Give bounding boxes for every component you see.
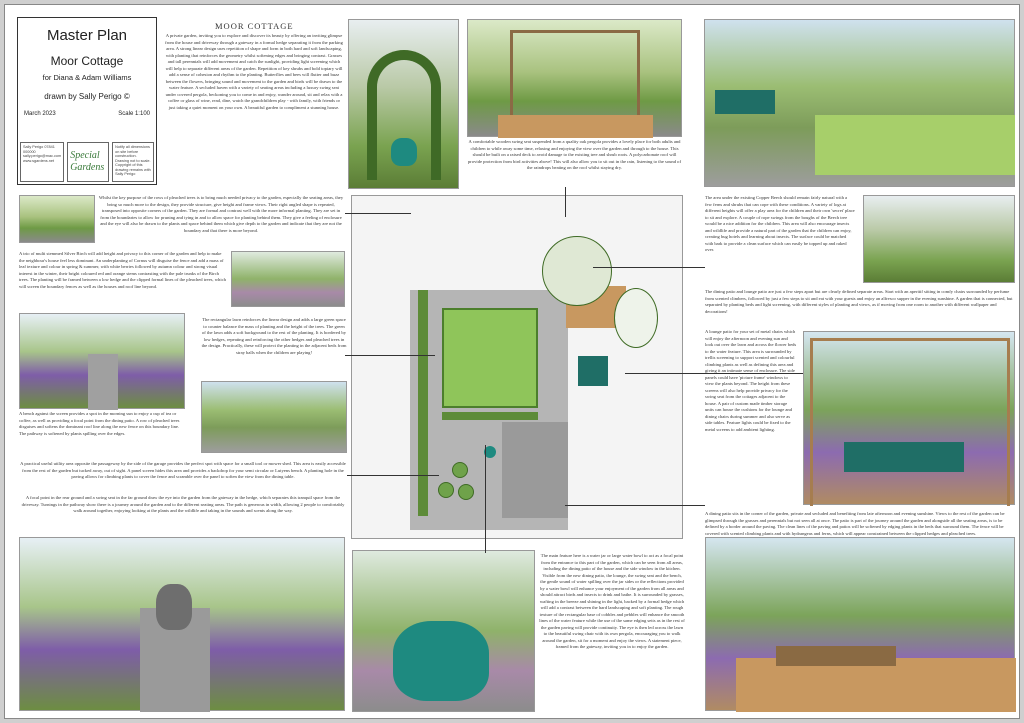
gateway-image (348, 19, 459, 189)
callout-line (485, 445, 486, 553)
water-feature-image (352, 550, 535, 712)
dining-table-graphic (776, 646, 896, 666)
urn-graphic (156, 584, 192, 630)
pleached-trees-image (19, 195, 95, 243)
sheet-title: MOOR COTTAGE (215, 21, 294, 31)
logo-strip (17, 139, 157, 185)
patio-text: A dining patio sits in the corner of the garden, private and secluded and benefiting from late afternoon and evening sunshine. Views to the rest of the garden can be glimpsed through the grasses and perennials but not seen all at once. The patio is part of the journey around the garden and alongside all the seating areas, is to be defined by a border around the paving. The clean lines of the paving and patios will be softened by edging plants in the beds that surround them. The fence will be covered with scented climbing plants and with hydrangeas and ferns, which will appear constrained between the clipped hedges and pleached trees. (705, 511, 1005, 536)
water-jar-graphic (391, 138, 417, 166)
utility-text: A practical useful utility area opposite the passageway by the side of the garage provides the perfect spot with space for a small tool or mower shed. This area is easily accessible from the rest of the garden but tucked away, out of sight. A panel screen hides this area and provides a backdrop for your semi circular or Lutyens bench. A planting hole in the paving allows for climbing plants to cover the fence and scramble over the panel to soften the view from the dining table. (20, 461, 346, 480)
intro-text: A private garden, inviting you to explore and discover its beauty by offering an inviting glimpse from the house and driveway through a gateway in a formal hedge separating it from the parking area. A strong linear design uses repetition of shape and form in both hard and soft landscaping, with planting that reinforces the geometry whilst softening edges and bringing contrast. Grasses and tall perennials will add movement and catch the sunlight, providing light screening which will help to separate different areas of the garden. Repetition of key shrubs and bold topiary will add a sense of cohesion and rhythm to the planting. Butterflies and bees will flutter and buzz between the flowers, bringing sound and movement to the garden and birds will be drawn to the water feature. A secluded haven with a variety of seating areas including a luxury swing seat under covered pergola, beckoning you to come in and enjoy, wander around, sit and relax with a coffee or glass of wine, read, dine, watch the grandchildren play - with family, with friends or just taking a quiet moment on your own. A beautiful garden to compliment a stunning house. (165, 33, 343, 110)
swing-text: A comfortable wooden swing seat suspended from a quality oak pergola provides a lovely place for both adults and children to while away some time, relaxing and enjoying the view over the garden and through to the house. This should be built on a raised deck to avoid damage to the existing tree and shrub roots. A polycarbonate roof will provide protection from bird activities above! This will also allow you to sit out in the rain, listening to the sound of the raindrops beating on the roof whilst staying dry. (468, 139, 681, 171)
lawn-text: The rectangular lawn reinforces the linear design and adds a large green space to counter balance the mass of planting and the height of the trees. The green of the lawn adds a soft background to the rest of the planting. It is bordered by low hedges, repeating and reinforcing the other hedges and pleached trees in the design. Practically, these will protect the planting in the adjacent beds from stray balls when the children are playing! (201, 317, 347, 355)
notes-box: Notify all dimensions on site before construction. Drawing not to scale. Copyright of this drawing remains with Sally Perigo (112, 142, 154, 182)
lawn-hedge (442, 412, 538, 420)
pathway-graphic (88, 354, 118, 410)
deck-graphic (498, 115, 653, 138)
beech-canopy (614, 288, 658, 348)
lounge-image (803, 331, 1015, 505)
water-bowl-graphic (393, 621, 489, 701)
callout-line (565, 187, 566, 217)
water-jar-path-image (19, 537, 345, 711)
client-name: for Diana & Adam Williams (42, 73, 132, 82)
birch-image (231, 251, 345, 307)
date-scale-row (24, 111, 150, 117)
garden-plan (351, 195, 683, 539)
birch-tree (452, 462, 468, 478)
bench-path-image (19, 313, 185, 409)
callout-line (347, 475, 439, 476)
callout-line (345, 213, 411, 214)
swing-seat-image (467, 19, 682, 137)
beech-text: The area under the existing Copper Beech should remain fairly natural with a few ferns and shrubs that can cope with these conditions. A variety of logs at different heights will offer a play area for the children and their own 'secret' place to sit and explore. A couple of rope swings from the boughs of the Beech tree would be a nice addition for the children. This area will also encourage insects and wildlife and provide a natural part of the garden that the children can enjoy, creating bug hotels and learning about insects. The surface could be matched with bark to provide a clean surface which can easily be topped up and raked over. (705, 195, 855, 253)
project-name: Moor Cottage (50, 54, 124, 68)
lawn-image (201, 381, 347, 453)
lounge-chairs-graphic (844, 442, 964, 472)
lounge-chairs-plan (578, 356, 608, 386)
dining-patio (502, 422, 568, 518)
designer-credit: drawn by Sally Perigo © (44, 92, 130, 101)
copper-beech-canopy (542, 236, 612, 306)
focal-text: A focal point in the rear ground and a swing seat in the far ground draw the eye into the garden from the gateway in the hedge, which separates this tranquil space from the driveway. Turnings in the pathway show there is a journey around the garden and to the different seating areas. The path is generous in width, allowing 2 people to comfortably walk around together, enjoying looking at the plants and the wildlife and taking in the sounds and scents along the way. (21, 495, 345, 514)
central-lawn (442, 308, 538, 408)
left-hedge (418, 290, 428, 516)
dining-patio-image (705, 537, 1015, 711)
plan-scale: Scale 1:100 (118, 111, 150, 117)
callout-line (625, 373, 803, 374)
lounge-text: A lounge patio for your set of metal chairs which will enjoy the afternoon and evening sun and look out over the lawn and across the flower beds to the water feature. This area is surrounded by trellis screening to support scented and colourful climbing plants as well as defining this area and giving it an intimate sense of enclosure. The side panels could have 'picture frame' windows to view the plants beyond. The height from these screens will also help provide privacy for the swing seat from the cottages adjacent to the house. A pair of custom made timber storage units can house the cushions for the lounge and dining chairs during summer and also serve as side tables. Feature lights could be fixed to the metal screens to add ambient lighting. (705, 329, 797, 432)
contact-box: Sally Perigo 07841 000000 sally.perigo@mac.com www.sgardens.net (20, 142, 64, 182)
bench-text: A bench against the screen provides a spot in the morning sun to enjoy a cup of tea or coffee, as well as providing a focal point from the dining patio. A row of pleached trees disguises and softens the dominant roof line along the new fence on this boundary line. The pathway is softened by plants spilling over the edges. (19, 411, 180, 436)
birch-tree (458, 484, 474, 500)
callout-line (593, 267, 705, 268)
chairs-graphic (715, 90, 775, 114)
birch-text: A trio of multi stemmed Silver Birch will add height and privacy to this corner of the garden and help to make the neighbour's house feel less dominant. An underplanting of Cornus will disguise the fence and add a mass of leaf texture and colour in spring & summer, with white berries followed by autumn colour and strong visual interest in the winter, their bright coloured red and orange stems contrasting with the pale trunks of the Birch trees. The planting will be framed between a low hedge and the clipped formal lines of the pleached trees, which will screen the boundary fences as well as the houses and roof line beyond. (19, 251, 226, 289)
master-plan-sheet (4, 4, 1020, 719)
callout-line (345, 355, 435, 356)
callout-line (565, 505, 705, 506)
lawn-graphic (815, 115, 1015, 175)
beech-image (863, 195, 1015, 283)
birch-tree (438, 482, 454, 498)
water-text: The main feature here is a water jar or large water bowl to act as a focal point from the entrance to this part of the garden, which can be seen from all areas, including the dining patio of the house and the side window in the kitchen. Visible from the new dining patio, the lounge, the swing seat and the bench, the gentle sound of water spilling over the jar sides or the reflections provided by a water bowl will enhance your enjoyment of the garden from all areas and should attract birds and insects to drink and bathe. It is surrounded by grasses, wafting in the breeze and shining in the light, backed by a formal hedge which will add a contrast between the hard landscaping and soft planting. The rough texture of the rectangular base of cobbles and pebbles will enhance the smooth lines of the water feature while the use of the same edging setts as in the rest of the garden paving will provide continuity. The eye is then led across the lawn to the beautiful swing chair with its own pergola, encouraging you to walk around the garden, sit for a moment and enjoy the views. A statement piece, framed from the gateway, inviting you in to enjoy the garden. (539, 553, 685, 650)
pleached-text: Whilst the key purpose of the rows of pleached trees is to bring much needed privacy to the garden, especially the seating areas, they bring so much more to the design, they provide structure, give height and frame views. Their right angled shape is repeated, transposed into opposite corners of the garden. They are formal and contrast well with the more informal planting. They are set in from the boundaries to allow for pruning and tying in and to allow space for planting behind them. They give a feeling of enclosure and the eye will also be drawn to the plants and space behind them which give depth to the garden and indicate that they are not the boundary and that there is more beyond. (98, 195, 344, 233)
lounge-view-image (704, 19, 1015, 187)
dining-text: The dining patio and lounge patio are just a few steps apart but are clearly defined separate areas. Start with an aperitif sitting in comfy chairs surrounded by perfume from scented climbers, followed by just a few steps to sit and eat with your guests and enjoy an alfresco supper in the evening sunshine. A garden that is connected, but separated by planting beds and light screening, with different styles of planting and views, as if moving from one room to another with different wallpaper and decorations! (705, 289, 1013, 314)
company-logo: Special Gardens (67, 142, 109, 182)
plan-heading: Master Plan (46, 27, 128, 44)
dining-deck-graphic (736, 658, 1016, 712)
trellis-graphic (810, 338, 1010, 506)
plan-date: March 2023 (24, 111, 56, 117)
